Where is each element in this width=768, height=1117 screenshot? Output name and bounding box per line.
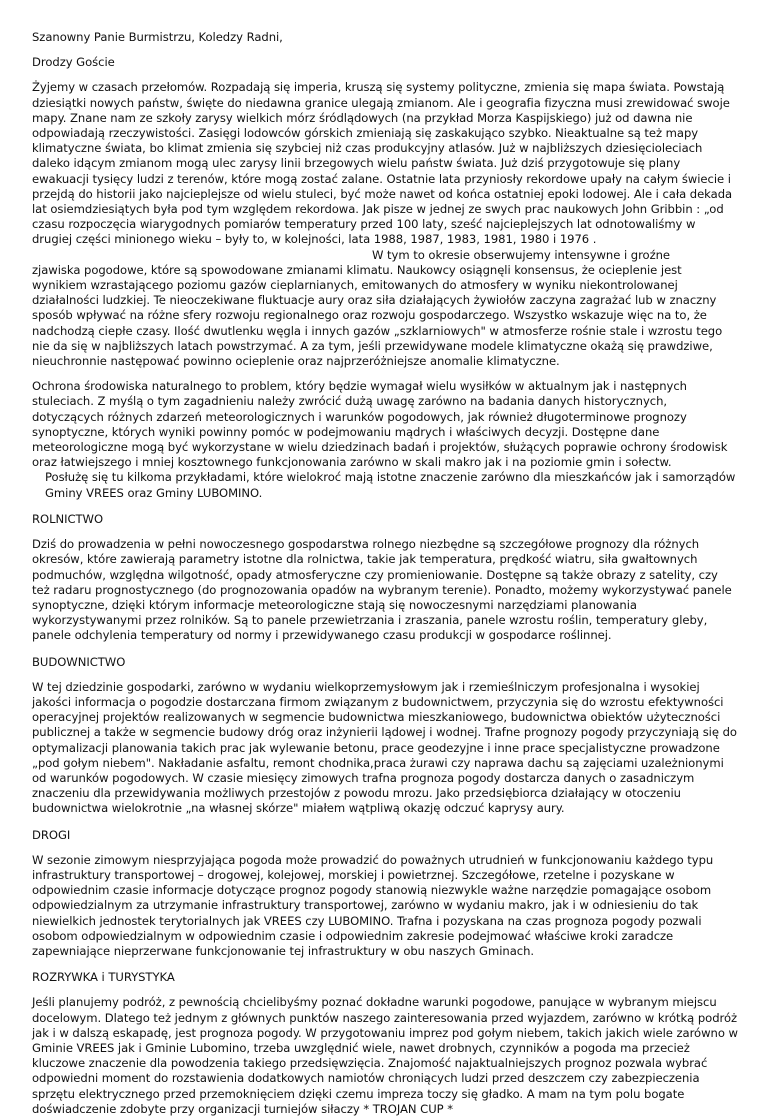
section-heading-rolnictwo: ROLNICTWO (32, 511, 104, 526)
section-text-drogi: W sezonie zimowym niesprzyjająca pogoda może prowadzić do poważnych utrudnień w funkcjonowaniu każdego typu infrastruktury transportowej – drogowej, kolejowej, morskiej i powietrznej. Szczegółowe, rzetelne i pozyskane w odpowiednim czasie informacje dotyczące prognoz pogody stanowią niezwykle ważne narzędzie pomagające osobom odpowiedzialnym za utrzymanie infrastruktury transportowej, zarówno w wydaniu makro, jak i w odniesieniu do tak niewielkich jednostek terytorialnych jak VREES czy LUBOMINO. Trafna i pozyskana na czas prognoza pogody pozwali osobom odpowiedzialnym w odpowiednim czasie i odpowiednim zakresie podejmować właściwe kroki zaradcze zapewniające nieprzerwane funkcjonowanie tej infrastruktury w obu naszych Gminach. (32, 852, 714, 958)
section-heading-budownictwo: BUDOWNICTWO (32, 654, 126, 669)
greeting-line: Szanowny Panie Burmistrzu, Koledzy Radni, (32, 30, 283, 44)
intro-paragraph-3: Posłużę się tu kilkoma przykładami, które wielokroć mają istotne znaczenie zarówno dla mieszkańców jak i samorządów Gminy VREES oraz Gminy LUBOMINO. (45, 470, 736, 500)
intro-continuation-lead: W tym to okresie obserwujemy intensywne i groźne (372, 247, 670, 262)
intro-paragraph-2: Ochrona środowiska naturalnego to problem, który będzie wymagał wielu wysiłków w aktualnym jak i następnych stuleciach. Z myślą o tym zagadnieniu należy zwrócić dużą uwagę zarówno na badania danych historycznych, dotyczących różnych zdarzeń meteorologicznych i warunków pogodowych, jak również długoterminowe prognozy synoptyczne, których wyniki powinny pomóc w podejmowaniu mądrych i właściwych decyzji. Dostępne dane meteorologiczne mogą być wykorzystane w wielu dziedzinach badań i projektów, służących poprawie ochrony środowisk oraz łatwiejszego i mniej kosztownego funkcjonowania zarówno w skali makro jak i na poziomie gmin i sołectw. (32, 379, 728, 470)
section-text-budownictwo: W tej dziedzinie gospodarki, zarówno w wydaniu wielkoprzemysłowym jak i rzemieślniczym profesjonalna i wysokiej jakości informacja o pogodzie dostarczana firmom związanym z budownictwem, przyczynia się do wzrostu efektywności operacyjnej projektów realizowanych w segmencie budownictwa mieszkaniowego, budownictwa obiektów użyteczności publicznej a także w segmencie budowy dróg oraz inżynierii lądowej i wodnej. Trafne prognozy pogody przyczyniają się do optymalizacji planowania takich prac jak wylewanie betonu, prace geodezyjne i inne prace specjalistyczne prowadzone „pod gołym niebem". Nakładanie asfaltu, remont chodnika,praca żurawi czy naprawa dachu są zajęciami uzależnionymi od warunków pogodowych. W czasie miesięcy zimowych trafna prognoza pogody dostarcza danych o zasadniczym znaczeniu dla przewidywania możliwych przestojów z powodu mrozu. Jako przedsiębiorca działający w otoczeniu budownictwa wielokrotnie „na własnej skórze" miałem wątpliwą okazję odczuć kaprysy aury. (32, 679, 737, 816)
intro-text-main: Żyjemy w czasach przełomów. Rozpadają się imperia, kruszą się systemy polityczne, zmienia się mapa świata. Powstają dziesiątki nowych państw, święte do niedawna granice ulegają zmianom. Ale i geografia fizyczna musi zrewidować swoje mapy. Znane nam ze szkoły zarysy wielkich mórz śródlądowych (na przykład Morza Kaspijskiego) już od dawna nie odpowiadają rzeczywistości. Zasięgi lodowców górskich zmieniają się zaskakująco szybko. Nieaktualne są też mapy klimatyczne świata, bo klimat zmienia się szybciej niż czas produkcyjny atlasów. Już w najbliższych dziesięcioleciach daleko idącym zmianom mogą ulec zarysy linii brzegowych wielu państw świata. Już dziś przygotowuje się plany ewakuacji tysięcy ludzi z terenów, które mogą zostać zalane. Ostatnie lata przyniosły rekordowe upały na całym świecie i przejdą do historii jako najcieplejsze od wielu stuleci, być może nawet od końca ostatniej epoki lodowej. Ale i cała dekada lat osiemdziesiątych była pod tym względem rekordowa. Jak pisze w jednej ze swych prac naukowych John Gribbin : „od czasu rozpoczęcia wiarygodnych pomiarów temperatury przed 100 laty, sześć najcieplejszych lat odnotowaliśmy w drugiej części minionego wieku – były to, w kolejności, lata 1988, 1987, 1983, 1981, 1980 i 1976 . (32, 80, 733, 247)
section-text-rolnictwo: Dziś do prowadzenia w pełni nowoczesnego gospodarstwa rolnego niezbędne są szczegółowe prognozy dla różnych okresów, które zawierają parametry istotne dla rolnictwa, takie jak temperatura, prędkość wiatru, siła gwałtownych podmuchów, względna wilgotność, opady atmosferyczne czy promieniowanie. Dostępne są także obrazy z satelity, czy też radaru prognostycznego (do prognozowania opadów na wybranym terenie). Ponadto, możemy wykorzystywać panele synoptyczne, dzięki którym informacje meteorologiczne stają się nowoczesnymi narzędziami planowania wykorzystywanymi przez rolników. Są to panele przewietrzania i zraszania, panele wzrostu roślin, temperatury gleby, panele odchylenia temperatury od normy i przewidywanego czasu produkcji w gospodarce roślinnej. (32, 537, 732, 643)
section-heading-drogi: DROGI (32, 827, 71, 842)
greeting-line-2: Drodzy Goście (32, 55, 115, 70)
intro-continuation-rest: zjawiska pogodowe, które są spowodowane zmianami klimatu. Naukowcy osiągnęli konsensus, że ocieplenie jest wynikiem wzrastającego poziomu gazów cieplarnianych, emitowanych do atmosfery w wyniku niekontrolowanej działalności ludzkiej. Te nieoczekiwane fluktuacje aury oraz siła działających żywiołów zaczyna zagrażać lub w znaczny sposób wpływać na różne sfery rozwoju regionalnego oraz rozwoju gospodarczego. Wszystko wskazuje więc na to, że nadchodzą ciepłe czasy. Ilość dwutlenku węgla i innych gazów „szklarniowych" w atmosferze rośnie stale i wzrostu tego nie da się w najbliższych latach powstrzymać. A za tym, jeśli przewidywane modele klimatyczne okażą się prawdziwe, nieuchronnie następować powinno ocieplenie oraz najprzeróżniejsze anomalie klimatyczne. (32, 262, 723, 369)
section-text-turystyka: Jeśli planujemy podróż, z pewnością chcielibyśmy poznać dokładne warunki pogodowe, panujące w wybranym miejscu docelowym. Dlatego też jednym z głównych punktów naszego zainteresowania przed wyjazdem, zarówno w krótką podróż jak i w dalszą eskapadę, jest prognoza pogody. W przygotowaniu imprez pod gołym niebem, takich jakich wiele zarówno w Gminie VREES jak i Gminie Lubomino, trzeba uwzględnić wiele, nawet drobnych, czynników a pogoda ma przecież kluczowe znaczenie dla powodzenia takiego przedsięwzięcia. Znajomość najaktualniejszych prognoz pozwala wybrać odpowiedni moment do rozstawienia dodatkowych namiotów chroniących ludzi przed deszczem czy zabezpieczenia sprzętu elektrycznego przed przemoknięciem dzięki czemu impreza toczy się gładko. A mam na tym polu bogate doświadczenie zdobyte przy organizacji turniejów siłaczy * TROJAN CUP * (32, 995, 738, 1116)
intro-paragraph-1 (32, 80, 739, 369)
section-heading-turystyka: ROZRYWKA i TURYSTYKA (32, 970, 175, 985)
